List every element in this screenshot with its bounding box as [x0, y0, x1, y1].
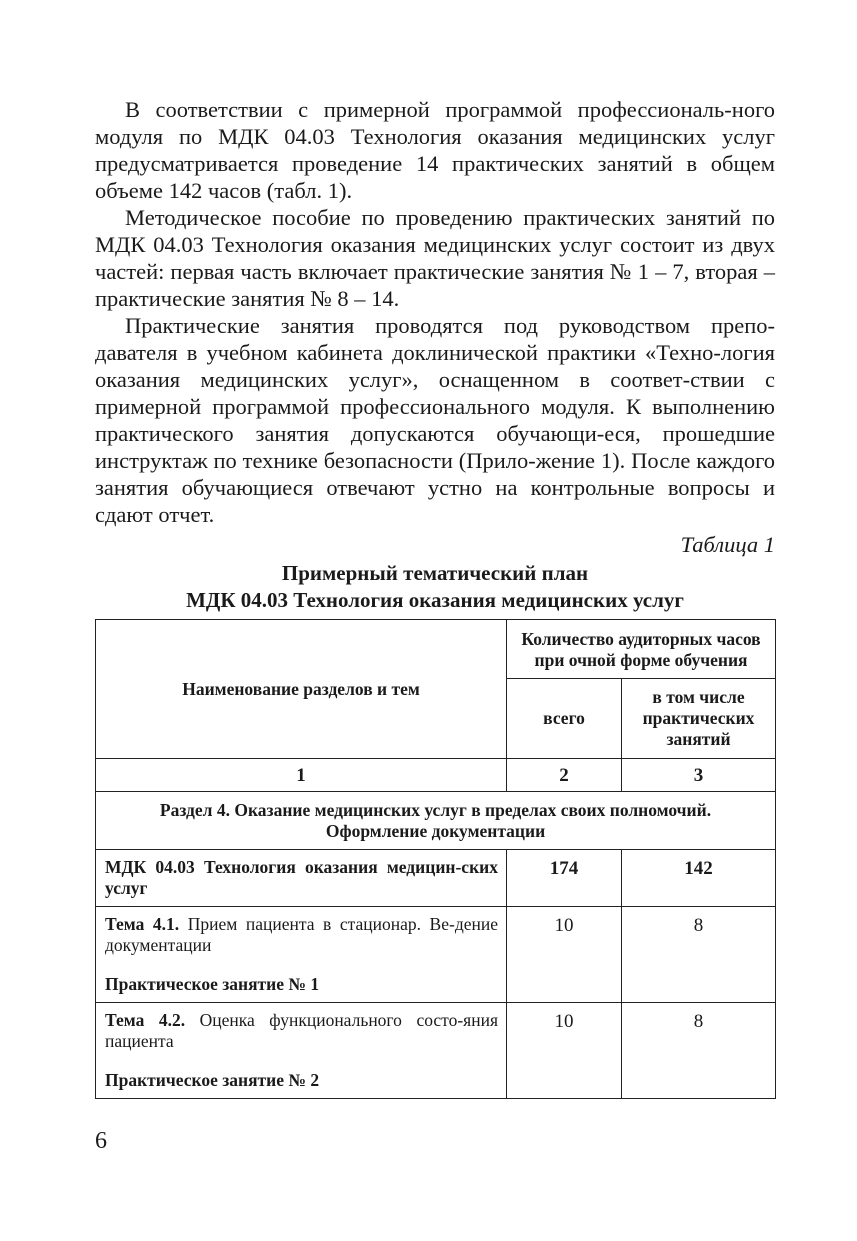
section-cell: Раздел 4. Оказание медицинских услуг в пределах своих полномочий. Оформление документации — [96, 792, 776, 850]
column-number-1: 1 — [96, 759, 507, 792]
thematic-plan-table — [95, 619, 776, 1099]
topic-1-practical-cell: 8 — [622, 907, 776, 1003]
page-number: 6 — [95, 1128, 107, 1154]
mdk-name-cell: МДК 04.03 Технология оказания медицин-ских услуг — [96, 850, 507, 907]
paragraph-2: Методическое пособие по проведению практических занятий по МДК 04.03 Технология оказания медицинских услуг состоит из двух частей: первая часть включает практические занятия № 1 – 7, вторая – практические занятия № 8 – 14. — [95, 205, 775, 311]
topic-1-title — [105, 914, 498, 956]
topic-1-practice: Практическое занятие № 1 — [105, 974, 320, 994]
topic-row-1 — [96, 907, 776, 1003]
paragraph-1: В соответствии с примерной программой профессиональ-ного модуля по МДК 04.03 Технология оказания медицинских услуг предусматривается проведение 14 практических занятий в общем объеме 142 часов (табл. 1). — [95, 97, 775, 203]
table-caption: Таблица 1 — [680, 532, 775, 557]
topic-1-text: Прием пациента в стационар. Ве-дение документации — [105, 914, 498, 955]
column-number-3: 3 — [622, 759, 776, 792]
table-title-line-1: Примерный тематический план — [281, 561, 589, 585]
table-title — [95, 560, 775, 614]
header-group-cell: Количество аудиторных часов при очной форме обучения — [507, 620, 776, 679]
topic-1-label: Тема 4.1. — [105, 914, 180, 934]
topic-2-practice: Практическое занятие № 2 — [105, 1070, 320, 1090]
column-number-row — [96, 759, 776, 792]
topic-2-label: Тема 4.2. — [105, 1010, 186, 1030]
section-row — [96, 792, 776, 850]
mdk-row — [96, 850, 776, 907]
table-title-line-2: МДК 04.03 Технология оказания медицинских услуг — [186, 588, 684, 612]
table-header-row — [96, 620, 776, 679]
topic-2-name-cell — [96, 1003, 507, 1099]
mdk-practical-cell: 142 — [622, 850, 776, 907]
topic-2-text: Оценка функционального состо-яния пациента — [105, 1010, 498, 1051]
topic-2-title — [105, 1010, 498, 1052]
header-practical-cell: в том числе практических занятий — [622, 679, 776, 759]
topic-1-name-cell — [96, 907, 507, 1003]
topic-2-total-cell: 10 — [507, 1003, 622, 1099]
topic-1-total-cell: 10 — [507, 907, 622, 1003]
mdk-total-cell: 174 — [507, 850, 622, 907]
header-total-cell: всего — [507, 679, 622, 759]
topic-2-practical-cell: 8 — [622, 1003, 776, 1099]
header-name-cell: Наименование разделов и тем — [96, 620, 507, 759]
topic-row-2 — [96, 1003, 776, 1099]
paragraph-3: Практические занятия проводятся под руководством препо-давателя в учебном кабинета доклинической практики «Техно-логия оказания медицинских услуг», оснащенном в соответ-ствии с примерной программой профессионального модуля. К выполнению практического занятия допускаются обучающи-еся, прошедшие инструктаж по технике безопасности (Прило-жение 1). После каждого занятия обучающиеся отвечают устно на контрольные вопросы и сдают отчет. — [95, 313, 775, 527]
column-number-2: 2 — [507, 759, 622, 792]
page-content — [95, 96, 775, 1099]
